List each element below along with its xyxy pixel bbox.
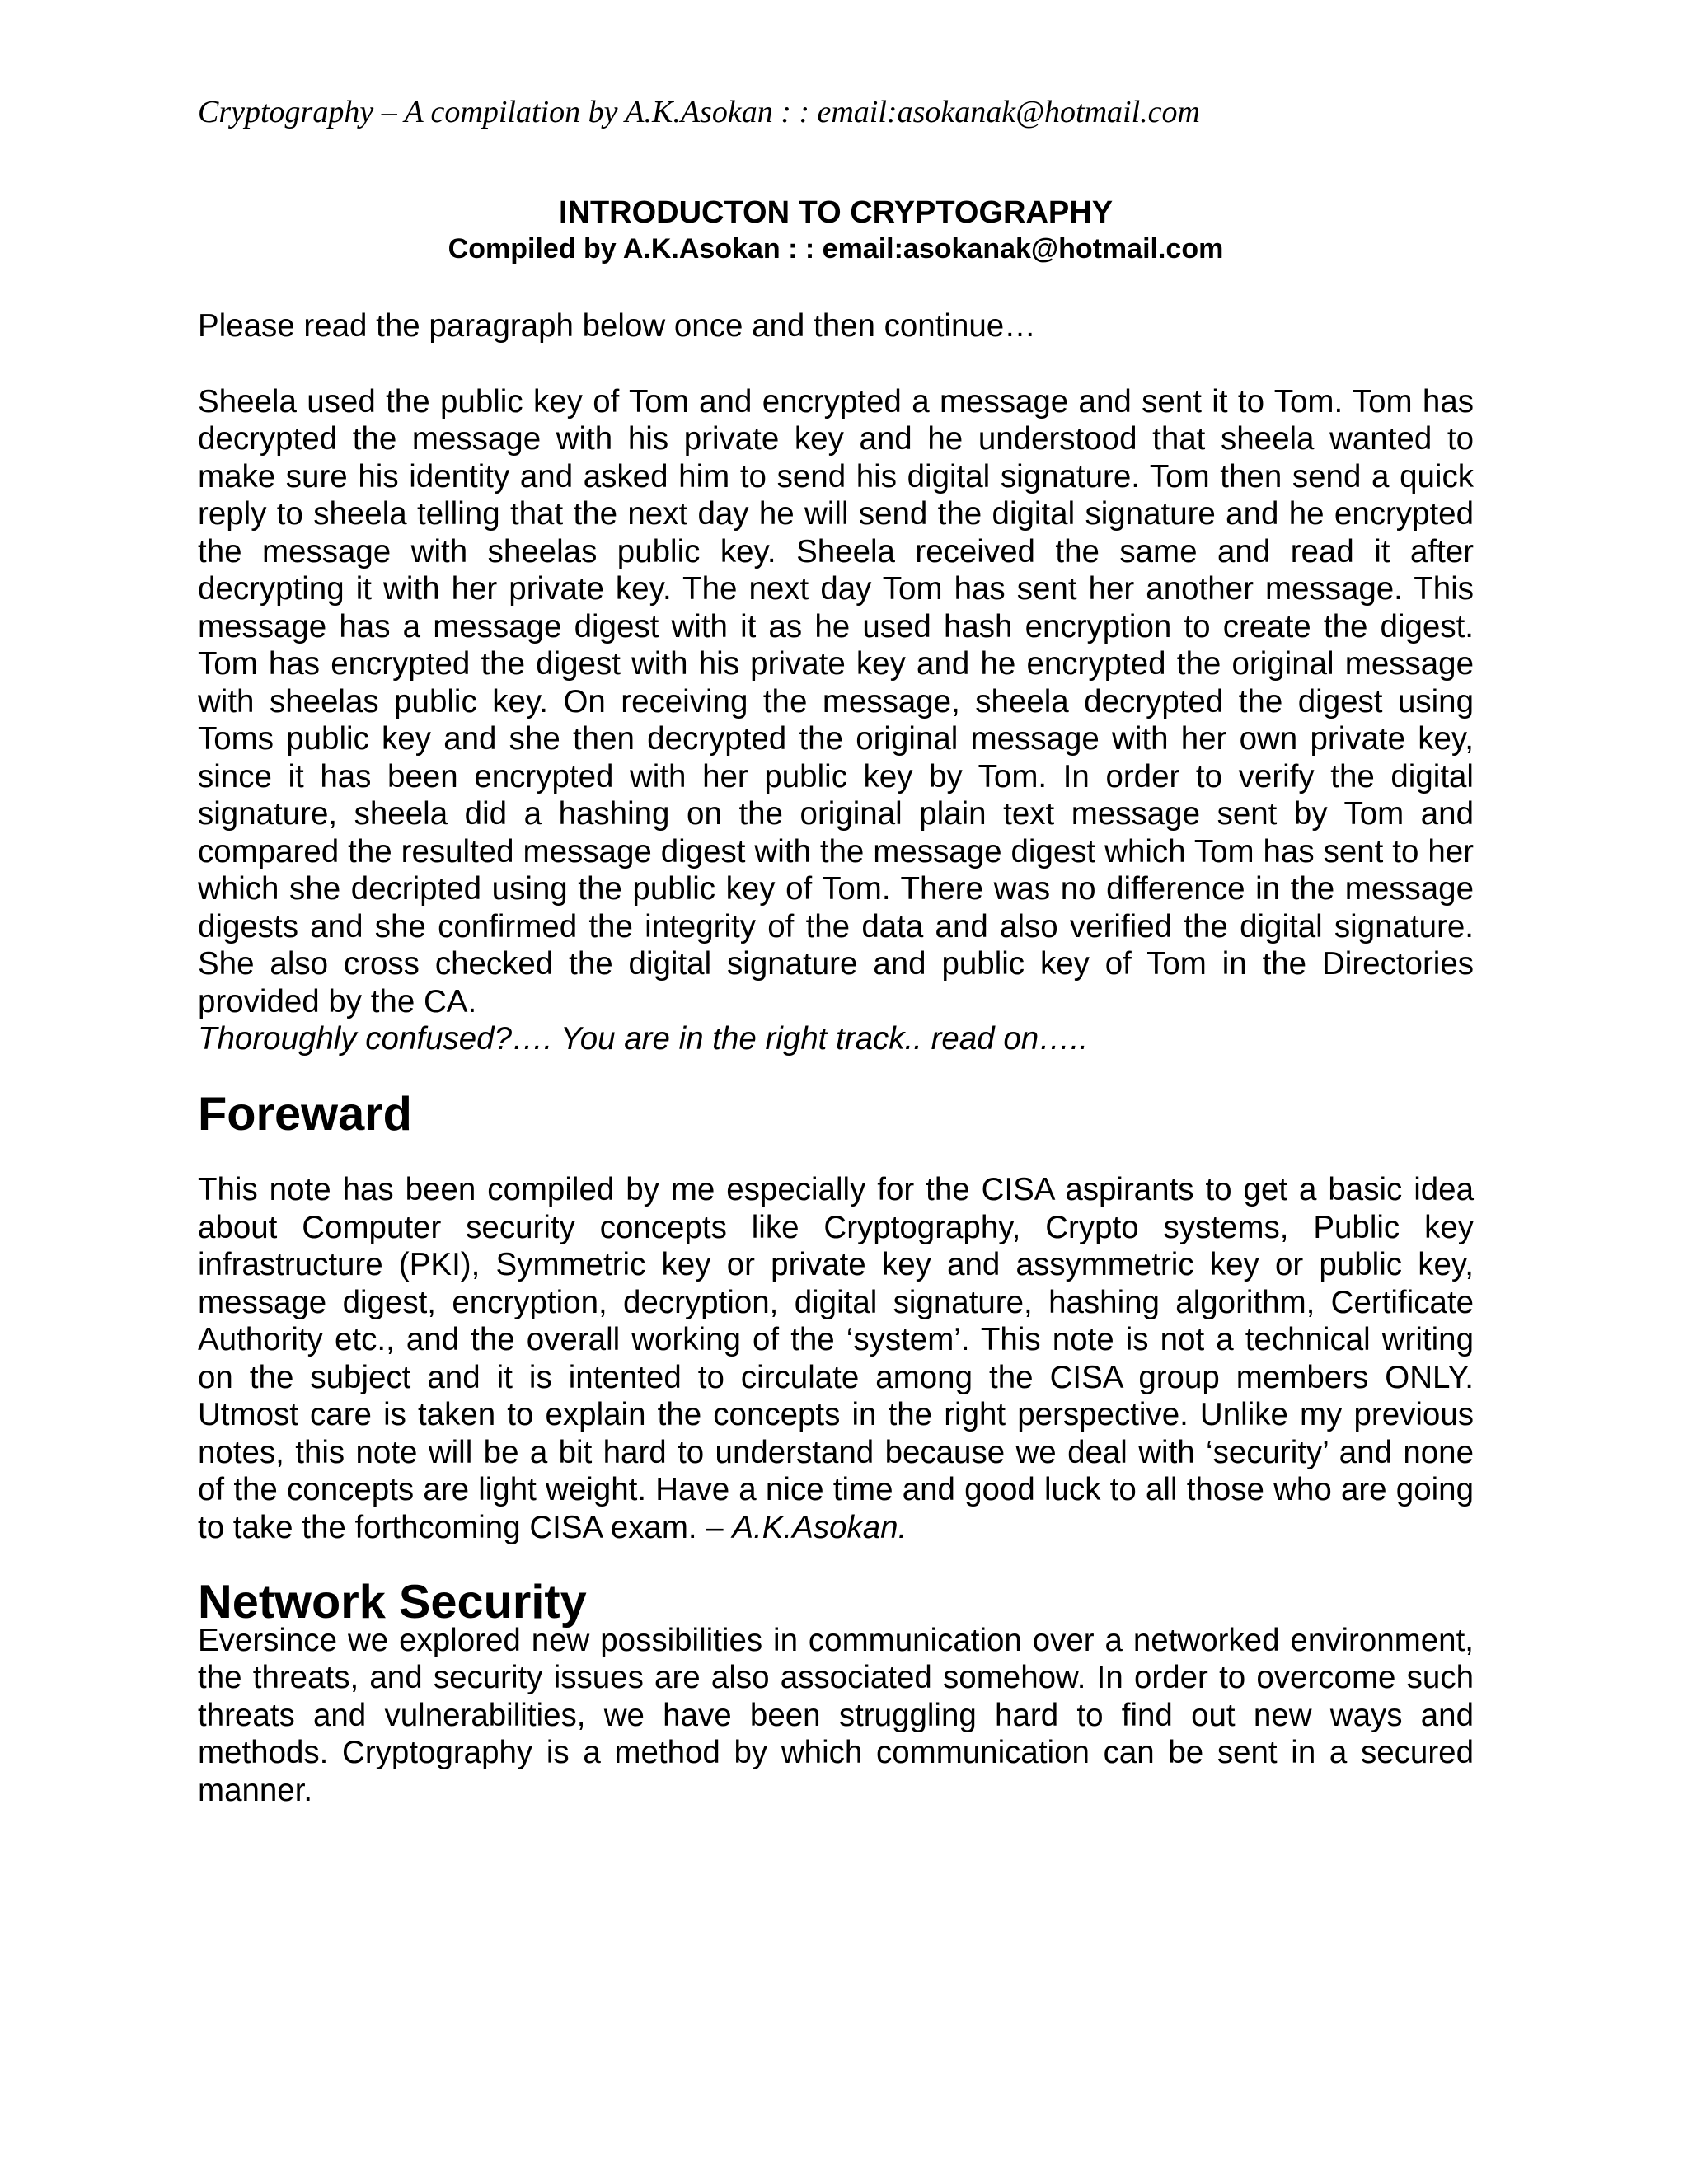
foreward-body-text: This note has been compiled by me especially for the CISA aspirants to get a basic idea about Computer security concepts like Cryptography, Crypto systems, Public key infrastructure (PKI), Symmetric key or private key and assymmetric key or public key, message digest, encryption, decryption, digital signature, hashing algorithm, Certificate Authority etc., and the overall working of the ‘system’. This note is not a technical writing on the subject and it is intented to circulate among the CISA group members ONLY. Utmost care is taken to explain the concepts in the right perspective. Unlike my previous notes, this note will be a bit hard to understand because we deal with ‘security’ and none of the concepts are light weight. Have a nice time and good luck to all those who are going to take the forthcoming CISA exam. –: [198, 1172, 1474, 1545]
compiled-by-line: Compiled by A.K.Asokan : : email:asokanak@hotmail.com: [448, 233, 1224, 265]
intro-story-paragraph: Sheela used the public key of Tom and encrypted a message and sent it to Tom. Tom has decrypted the message with his private key and he understood that sheela wanted to make sure his identity and asked him to send his digital signature. Tom then send a quick reply to sheela telling that the next day he will send the digital signature and he encrypted the message with sheelas public key. Sheela received the same and read it after decrypting it with her private key. The next day Tom has sent her another message. This message has a message digest with it as he used hash encryption to create the digest. Tom has encrypted the digest with his private key and he encrypted the original message with sheelas public key. On receiving the message, sheela decrypted the digest using Toms public key and she then decrypted the original message with her own private key, since it has been encrypted with her public key by Tom. In order to verify the digital signature, sheela did a hashing on the original plain text message sent by Tom and compared the resulted message digest with the message digest which Tom has sent to her which she decripted using the public key of Tom. There was no difference in the message digests and she confirmed the integrity of the data and also verified the digital signature. She also cross checked the digital signature and public key of Tom in the Directories provided by the CA.: [198, 383, 1474, 1019]
foreward-paragraph: [198, 1171, 1474, 1546]
author-signature: A.K.Asokan.: [732, 1509, 907, 1545]
intro-tagline: Thoroughly confused?…. You are in the right track.. read on…..: [198, 1021, 1089, 1057]
running-header: Cryptography – A compilation by A.K.Asokan : : email:asokanak@hotmail.com: [198, 95, 1200, 129]
network-security-heading: Network Security: [198, 1576, 587, 1629]
network-security-paragraph: Eversince we explored new possibilities in communication over a networked environment, the threats, and security issues are also associated somehow. In order to overcome such threats and vulnerabilities, we have been struggling hard to find out new ways and methods. Cryptography is a method by which communication can be sent in a secured manner.: [198, 1622, 1474, 1808]
document-title: INTRODUCTON TO CRYPTOGRAPHY: [558, 195, 1114, 230]
document-body: [198, 194, 1474, 1809]
intro-instruction: Please read the paragraph below once and then continue…: [198, 308, 1036, 344]
foreward-heading: Foreward: [198, 1087, 412, 1141]
